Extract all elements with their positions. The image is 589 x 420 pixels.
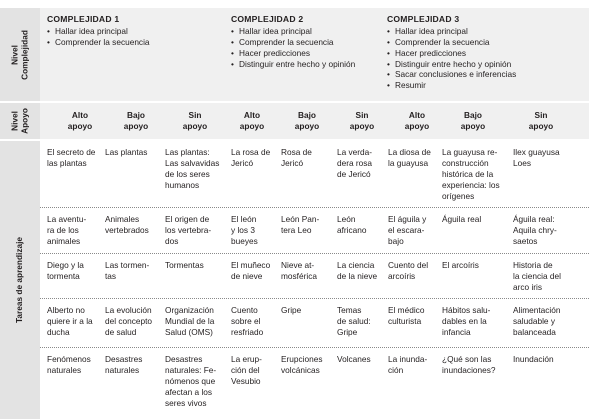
task-row	[40, 141, 589, 208]
task-cell	[47, 260, 84, 282]
task-cell-line: la guayusa	[388, 157, 429, 168]
task-cell-line: Alimentación	[513, 305, 561, 315]
task-cell-line: Aquila chry-	[513, 224, 557, 235]
task-cell-line: arcoíris	[388, 270, 416, 281]
task-cell-line: Cuento	[231, 305, 258, 315]
task-cell-line: las plantas	[47, 157, 87, 168]
task-cell-line: animales	[47, 235, 81, 246]
task-cell-line: El origen de	[165, 214, 210, 224]
task-cell-line: infancia	[442, 326, 471, 337]
task-cell	[47, 305, 93, 338]
complexity-levels-row	[40, 8, 589, 101]
task-cell-line: de salud:	[337, 315, 371, 326]
task-cell-line: Gripe	[337, 326, 358, 337]
task-cell-line: construcción	[442, 157, 489, 168]
task-cell-line: arco iris	[513, 281, 543, 292]
task-row	[40, 254, 589, 299]
task-row	[40, 208, 589, 254]
task-cell-line: Mundial de la	[165, 315, 215, 326]
task-cell-line: afectan a los	[165, 386, 213, 397]
task-cell-line: León Pan-	[281, 214, 320, 224]
task-cell-line: Alberto no	[47, 305, 85, 315]
task-cell	[105, 214, 149, 236]
skill-item: • Hacer predicciones	[387, 48, 516, 59]
task-cell	[442, 147, 500, 202]
tasks-grid	[40, 141, 589, 419]
support-header-line: apoyo	[404, 120, 430, 131]
task-cell	[442, 305, 490, 338]
task-cell	[337, 147, 372, 180]
task-cell-line: Tormentas	[165, 260, 204, 270]
task-cell-line: Desastres	[165, 354, 203, 364]
skill-item: • Comprender la secuencia	[47, 37, 150, 48]
task-cell	[337, 354, 371, 365]
task-cell	[513, 354, 554, 365]
task-cell-line: de salud	[105, 326, 137, 337]
task-cell-line: humanos	[165, 179, 200, 190]
task-cell-line: La guayusa re-	[442, 147, 498, 157]
support-header-line: Sin	[534, 110, 548, 120]
task-cell-line: La aventu-	[47, 214, 87, 224]
complexity-level-3	[387, 14, 516, 91]
task-cell-line: ducha	[47, 326, 70, 337]
task-cell-line: Las salvavidas	[165, 157, 220, 168]
task-cell	[231, 214, 258, 247]
skill-item: • Hallar idea principal	[47, 26, 150, 37]
task-cell-line: balanceada	[513, 326, 556, 337]
complexity-level-side-label	[0, 8, 40, 101]
task-cell	[231, 147, 270, 169]
support-header-line: Bajo	[127, 110, 145, 120]
side-label-complexity: Complejidad	[19, 29, 29, 80]
task-cell-line: naturales	[105, 364, 140, 375]
task-cell-line: La ciencia	[337, 260, 375, 270]
task-cell	[442, 260, 479, 271]
task-cell-line: la ciencia del	[513, 270, 561, 281]
task-cell	[513, 214, 557, 247]
task-cell-line: Águila real	[442, 214, 482, 224]
task-cell-line: los vertebra-	[165, 224, 212, 235]
task-row	[40, 348, 589, 419]
task-cell-line: Gripe	[281, 305, 302, 315]
support-header-line: apoyo	[528, 120, 554, 131]
task-cell-line: Loes	[513, 157, 531, 168]
support-header-line: apoyo	[294, 120, 320, 131]
task-cell-line: ra de los	[47, 224, 79, 235]
level-skills-list	[47, 26, 150, 48]
task-cell	[165, 305, 214, 338]
task-cell	[47, 354, 91, 376]
support-header-line: apoyo	[460, 120, 486, 131]
task-cell	[337, 305, 371, 338]
task-cell-line: experiencia: los	[442, 179, 500, 190]
task-cell-line: Las plantas:	[165, 147, 210, 157]
task-cell	[281, 214, 319, 236]
task-cell-line: Inundación	[513, 354, 554, 364]
task-cell	[388, 354, 427, 376]
task-cell	[513, 305, 561, 338]
task-row	[40, 299, 589, 348]
task-cell-line: Vesubio	[231, 375, 261, 386]
task-cell-line: Animales	[105, 214, 140, 224]
task-cell-line: La evolución	[105, 305, 152, 315]
task-cell-line: La diosa de	[388, 147, 431, 157]
task-cell	[47, 147, 95, 169]
task-cell	[337, 260, 377, 282]
task-cell-line: Rosa de	[281, 147, 312, 157]
task-cell-line: de la nieve	[337, 270, 378, 281]
task-cell-line: dos	[165, 235, 179, 246]
task-cell-line: culturista	[388, 315, 422, 326]
task-cell-line: La rosa de	[231, 147, 271, 157]
task-cell	[388, 214, 426, 247]
support-header-line: Bajo	[298, 110, 316, 120]
skill-item: • Comprender la secuencia	[231, 37, 355, 48]
skill-item: • Hallar idea principal	[387, 26, 516, 37]
task-cell-line: Jericó	[231, 157, 254, 168]
task-cell	[281, 260, 317, 282]
skill-item: • Sacar conclusiones e inferencias	[387, 69, 516, 80]
task-cell-line: volcánicas	[281, 364, 320, 375]
task-cell-line: Salud (OMS)	[165, 326, 213, 337]
task-cell	[231, 305, 263, 338]
task-cell-line: Desastres	[105, 354, 143, 364]
side-label-tasks: Tareas de aprendizaje	[14, 236, 25, 324]
task-cell-line: El secreto de	[47, 147, 96, 157]
support-header-line: apoyo	[182, 120, 208, 131]
task-cell	[105, 147, 147, 158]
task-cell-line: dables en la	[442, 315, 487, 326]
task-cell-line: de Jericó	[337, 168, 371, 179]
task-cell	[231, 260, 270, 282]
complexity-level-1	[47, 14, 150, 48]
task-cell-line: tera Leo	[281, 224, 312, 235]
learning-tasks-side-label	[0, 141, 40, 419]
side-label-level: Nivel	[9, 111, 20, 131]
task-cell	[47, 214, 86, 247]
task-cell	[281, 305, 301, 316]
task-cell-line: naturales	[47, 364, 82, 375]
task-cell-line: La erup-	[231, 354, 262, 364]
level-skills-list	[231, 26, 355, 69]
task-cell-line: El león	[231, 214, 257, 224]
task-cell-line: El médico	[388, 305, 425, 315]
task-cell	[231, 354, 262, 387]
task-cell-line: sobre el	[231, 315, 261, 326]
task-cell	[281, 147, 312, 169]
support-header-line: Alto	[408, 110, 426, 120]
task-cell	[165, 147, 219, 191]
task-cell	[281, 354, 323, 376]
support-header-line: apoyo	[349, 120, 375, 131]
skill-item: • Comprender la secuencia	[387, 37, 516, 48]
task-cell-line: y los 3	[231, 224, 255, 235]
task-cell-line: Fenómenos	[47, 354, 91, 364]
task-cell-line: León	[337, 214, 356, 224]
task-cell	[442, 354, 496, 376]
task-cell-line: Jericó	[281, 157, 304, 168]
task-cell-line: El arcoíris	[442, 260, 479, 270]
support-level-side-label	[0, 103, 40, 139]
task-cell-line: Volcanes	[337, 354, 371, 364]
task-cell-line: naturales: Fe-	[165, 364, 217, 375]
task-cell-line: tas	[105, 270, 117, 281]
skill-item: • Hacer predicciones	[231, 48, 355, 59]
level-title: COMPLEJIDAD 1	[47, 14, 120, 24]
task-cell	[513, 260, 561, 293]
task-cell	[165, 214, 211, 247]
support-header-line: apoyo	[67, 120, 93, 131]
task-cell-line: Cuento del	[388, 260, 429, 270]
task-cell	[388, 260, 428, 282]
task-cell-line: Nieve at-	[281, 260, 315, 270]
side-label-level: Nivel	[9, 44, 20, 65]
task-cell-line: histórica de la	[442, 168, 494, 179]
skill-item: • Distinguir entre hecho y opinión	[231, 59, 355, 70]
task-cell-line: mosférica	[281, 270, 317, 281]
side-label-support: Apoyo	[19, 108, 29, 134]
task-cell-line: nómenos que	[165, 375, 216, 386]
task-cell-line: Temas	[337, 305, 362, 315]
task-cell-line: seres vivos	[165, 397, 207, 408]
task-cell-line: La inunda-	[388, 354, 428, 364]
task-cell-line: de los seres	[165, 168, 210, 179]
task-cell-line: ¿Qué son las	[442, 354, 492, 364]
support-header-row	[40, 103, 589, 139]
task-cell	[165, 260, 204, 271]
task-cell-line: Organización	[165, 305, 214, 315]
task-cell-line: Diego y la	[47, 260, 84, 270]
task-cell-line: tormenta	[47, 270, 80, 281]
complexity-level-2	[231, 14, 355, 69]
level-skills-list	[387, 26, 516, 91]
task-cell	[105, 260, 149, 282]
task-cell-line: inundaciones?	[442, 364, 496, 375]
task-cell-line: Erupciones	[281, 354, 323, 364]
task-cell-line: Hábitos salu-	[442, 305, 491, 315]
task-cell-line: de nieve	[231, 270, 263, 281]
level-title: COMPLEJIDAD 3	[387, 14, 460, 24]
support-header-line: Alto	[71, 110, 89, 120]
task-cell-line: bajo	[388, 235, 404, 246]
task-cell	[388, 147, 431, 169]
task-cell-line: quiere ir a la	[47, 315, 93, 326]
task-cell-line: Historia de	[513, 260, 553, 270]
task-cell-line: El muñeco	[231, 260, 271, 270]
task-cell-line: Águila real:	[513, 214, 555, 224]
task-cell	[105, 354, 142, 376]
support-header-line: Sin	[188, 110, 202, 120]
skill-item: • Resumir	[387, 80, 516, 91]
support-header-line: apoyo	[123, 120, 149, 131]
task-cell-line: Las plantas	[105, 147, 148, 157]
task-cell	[337, 214, 367, 236]
support-header-line: Sin	[355, 110, 369, 120]
task-cell-line: El águila y	[388, 214, 427, 224]
task-cell	[513, 147, 560, 169]
task-cell-line: bueyes	[231, 235, 258, 246]
support-header-line: Bajo	[464, 110, 482, 120]
task-cell-line: Las tormen-	[105, 260, 150, 270]
task-cell-line: ción	[388, 364, 404, 375]
task-cell-line: resfriado	[231, 326, 264, 337]
task-cell-line: orígenes	[442, 190, 475, 201]
skill-item: • Distinguir entre hecho y opinión	[387, 59, 516, 70]
task-cell-line: saetos	[513, 235, 538, 246]
task-cell	[442, 214, 481, 225]
support-header-line: Alto	[243, 110, 261, 120]
task-cell-line: Ilex guayusa	[513, 147, 560, 157]
task-cell	[105, 305, 152, 338]
support-header-line: apoyo	[239, 120, 265, 131]
skill-item: • Hallar idea principal	[231, 26, 355, 37]
task-cell	[388, 305, 424, 327]
task-cell-line: el escara-	[388, 224, 425, 235]
task-cell-line: dera rosa	[337, 157, 373, 168]
task-cell-line: saludable y	[513, 315, 555, 326]
task-cell-line: africano	[337, 224, 367, 235]
task-cell-line: La verda-	[337, 147, 373, 157]
support-header-cell	[501, 110, 581, 132]
task-cell	[165, 354, 216, 409]
task-cell-line: del concepto	[105, 315, 153, 326]
level-title: COMPLEJIDAD 2	[231, 14, 304, 24]
task-cell-line: vertebrados	[105, 224, 149, 235]
task-cell-line: ción del	[231, 364, 260, 375]
